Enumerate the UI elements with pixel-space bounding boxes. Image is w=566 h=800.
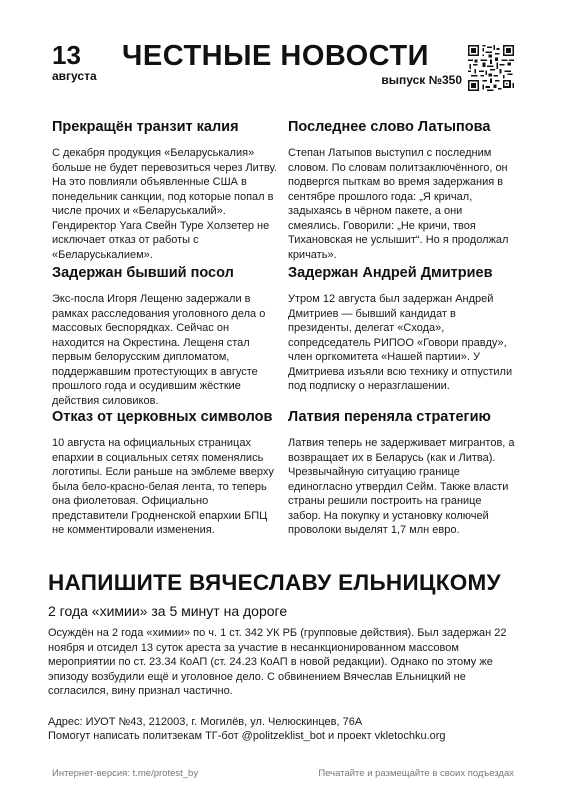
qr-code-icon[interactable] [468,45,514,91]
article-dmitriev [288,264,516,394]
article-title: Прекращён транзит калия [52,119,239,135]
campaign-subtitle: 2 года «химии» за 5 минут на дороге [48,603,288,619]
article-body: С декабря продукция «Беларуськалия» больше не будет перевозиться через Литву. На это повлияли объявленные США в понедельник санкции, под которые попал в числе прочих и «Беларуськалий». Гендиректор Yara Свейн Туре Холзетер не исключает отказ от работы с «Беларуськалием». [52,147,277,261]
issue-number: выпуск №350 [381,73,462,87]
article-title: Последнее слово Латыпова [288,119,491,135]
prison-address: Адрес: ИУОТ №43, 212003, г. Могилёв, ул. Челюскинцев, 76А [48,715,363,728]
article-body: Степан Латыпов выступил с последним словом. По словам политзаключённого, он подвергся пыткам во время задержания в сентябре прошлого года: „Я кричал, задыхаясь в чёрном пакете, а они смеялись. Говорили: „Не кричи, твоя Тихановская не услышит“. Но я продолжал кричать». [288,147,509,261]
article-title: Задержан Андрей Дмитриев [288,265,493,281]
article-body: Экс-посла Игоря Лещеню задержали в рамках расследования уголовного дела о массовых беспорядках. Сейчас он находится на Окрестина. Лещеня стал первым белорусским дипломатом, поддержавшим протестующих в августе прошлого года и осудившим жёсткие действия силовиков. [52,293,266,407]
help-note: Помогут написать политзекам ТГ-бот @politzeklist_bot и проект vkletochku.org [48,730,446,742]
article-church-symbols [52,408,277,538]
article-latypov [288,118,516,262]
article-body: Латвия теперь не задерживает мигрантов, а возвращает их в Беларусь (как и Литва). Чрезвычайную ситуацию границе единогласно утвердил Сейм. Также власти страны решили построить на границе забор. На покупку и установку колючей проволоки выделят 1,7 млн евро. [288,437,515,536]
campaign-body: Осуждён на 2 года «химии» по ч. 1 ст. 342 УК РБ (групповые действия). Был задержан 22 ноября и отсидел 13 суток ареста за участие в несанкционированном массовом мероприятии по ст. 23.34 КоАП (ст. 24.23 КоАП в новой редакции). Однако по этому же эпизоду возбудили ещё и уголовное дело. С обвинением Вячеслав Ельницкий не согласился, вину признал частично. [48,627,507,697]
issue-date-day: 13 [52,40,81,70]
campaign-title: НАПИШИТЕ ВЯЧЕСЛАВУ ЕЛЬНИЦКОМУ [48,570,501,595]
article-body: Утром 12 августа был задержан Андрей Дмитриев — бывший кандидат в президенты, делегат «Схода», сопредседатель РИПОО «Говори правду», член оргкомитета «Нашей партии». У Дмитриева изъяли всю технику и отпустили под подписку о неразглашении. [288,293,513,392]
article-potash-transit [52,118,277,262]
masthead-header [0,0,566,110]
article-title: Задержан бывший посол [52,265,234,281]
article-body: 10 августа на официальных страницах епархии в социальных сетях поменялись логотипы. Если раньше на эмблеме вверху была бело-красно-белая лента, то теперь она фиолетовая. Официально представители Гродненской епархии БПЦ не комментировали изменения. [52,437,274,536]
footer-print-note: Печатайте и размещайте в своих подъездах [318,768,514,779]
article-ex-ambassador [52,264,277,408]
article-title: Отказ от церковных символов [52,409,273,425]
campaign-address [48,715,518,744]
article-latvia-strategy [288,408,516,538]
letter-campaign-section [48,570,518,744]
issue-date-month: августа [52,69,97,83]
article-title: Латвия переняла стратегию [288,409,491,425]
newspaper-title: ЧЕСТНЫЕ НОВОСТИ [122,40,429,72]
footer-web-version: Интернет-версия: t.me/protest_by [52,768,199,779]
